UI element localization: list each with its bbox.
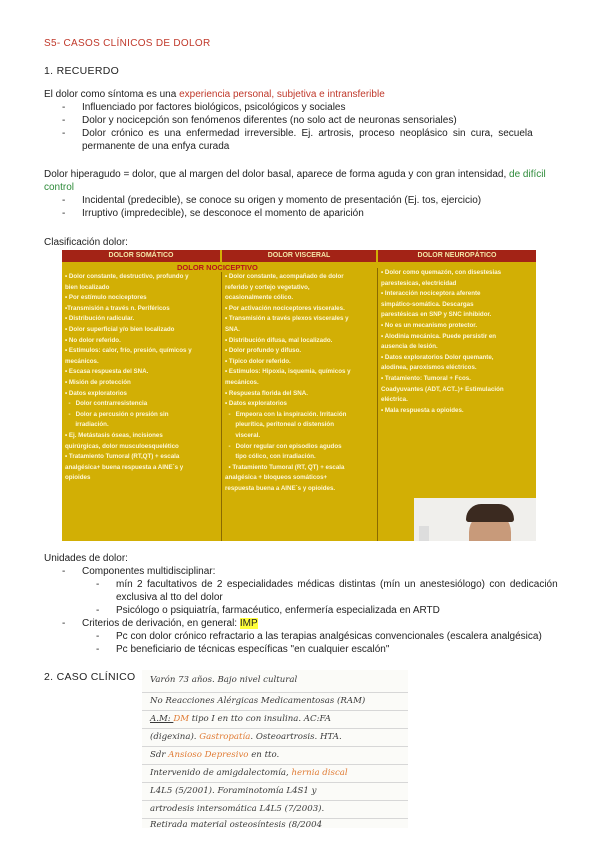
header-somatico: DOLOR SOMÁTICO	[62, 250, 220, 262]
document-title: S5- CASOS CLÍNICOS DE DOLOR	[44, 38, 211, 49]
bullet-item: - Influenciado por factores biológicos, psicológicos y sociales	[62, 102, 346, 113]
hiperagudo-highlight: de difícil	[509, 169, 546, 180]
header-neuropatico: DOLOR NEUROPÁTICO	[377, 250, 536, 262]
bullet-item: - Incidental (predecible), se conoce su origen y momento de presentación (Ej. tos, ejercicio)	[62, 195, 482, 206]
intro-paragraph	[44, 88, 385, 101]
handwritten-case-image	[142, 670, 408, 828]
bullet-item-continuation: permanente de una enfya curada	[82, 141, 230, 152]
bullet-item: - Irruptivo (impredecible), se desconoce el momento de aparición	[62, 208, 364, 219]
section-heading-caso: 2. CASO CLÍNICO	[44, 671, 136, 683]
presenter-hair	[466, 504, 514, 522]
webcam-overlay	[414, 498, 536, 541]
sub-bullet-continuation: exclusiva al tto del dolor	[116, 592, 223, 603]
case-line: Retirada material osteosíntesis (8/2004	[150, 820, 323, 828]
case-line: A.M: DM tipo I en tto con insulina. AC:FA	[150, 714, 331, 724]
column-visceral: • Dolor constante, acompañado de dolor referido y cortejo vegetativo, ocasionalmente cólico. • Por activación nociceptores viscerales. • Transmisión a través plexos viscerales y SNA. • Distribución difusa, mal localizado. • Dolor profundo y difuso. • Típico dolor referido. • Estímulos: Hipoxia, isquemia, químicos y mecánicos. • Respuesta florida del SNA. • Datos exploratorios - Empeora con la inspiración. Irritación pleurítica, peritoneal o distensión visceral. - Dolor regular con episodios agudos tipo cólico, con irradiación. • Tratamiento Tumoral (RT, QT) + escala analgésica + bloqueos somáticos+ respuesta buena a AINE´s y opioides.	[221, 272, 376, 541]
hiperagudo-highlight-continued: control	[44, 182, 75, 193]
case-line: (digexina). Gastropatía. Osteoartrosis. HTA.	[150, 732, 342, 742]
case-line: Varón 73 años. Bajo nivel cultural	[150, 675, 298, 685]
imp-highlight: IMP	[239, 618, 258, 629]
sub-bullet-item: - Pc con dolor crónico refractario a las terapias analgésicas convencionales (escalera analgésica)	[96, 631, 542, 642]
intro-text: El dolor como síntoma es una	[44, 89, 180, 100]
sub-bullet-item: - mín 2 facultativos de 2 especialidades médicas distintas (mín un anestesiólogo) con dedicación	[96, 579, 558, 590]
case-line: artrodesis intersomática L4L5 (7/2003).	[150, 804, 325, 814]
section-heading-recuerdo: 1. RECUERDO	[44, 65, 120, 77]
clasificacion-label: Clasificación dolor:	[44, 237, 128, 248]
nociceptivo-overlay: DOLOR NOCICEPTIVO	[177, 263, 258, 272]
bullet-item: - Dolor y nocicepción son fenómenos diferentes (no solo act de neuronas sensoriales)	[62, 115, 457, 126]
case-line: Intervenido de amigdalectomía, hernia discal	[150, 768, 348, 778]
bullet-item: - Criterios de derivación, en general: IMP	[62, 618, 258, 629]
hiperagudo-paragraph	[44, 168, 564, 181]
header-visceral: DOLOR VISCERAL	[221, 250, 376, 262]
unidades-label: Unidades de dolor:	[44, 553, 128, 564]
case-line: Sdr Ansioso Depresivo en tto.	[150, 750, 280, 760]
column-somatico: • Dolor constante, destructivo, profundo y bien localizado • Por estímulo nociceptores •Transmisión a través n. Periféricos • Distribución radicular. • Dolor superficial y/o bien localizado • No dolor referido. • Estímulos: calor, frío, presión, químicos y mecánicos. • Escasa respuesta del SNA. • Misión de protección • Datos exploratorios - Dolor contrarresistencia - Dolor a percusión o presión sin irradiación. • Ej. Metástasis óseas, incisiones quirúrgicas, dolor musculoesquelético • Tratamiento Tumoral (RT,QT) + escala analgésica+ buena respuesta a AINE´s y opioides	[65, 273, 192, 482]
intro-highlight: experiencia personal, subjetiva e intransferible	[179, 89, 385, 100]
case-line: L4L5 (5/2001). Foraminotomía L4S1 y	[150, 786, 317, 796]
hiperagudo-text: Dolor hiperagudo = dolor, que al margen del dolor basal, aparece de forma aguda y con gran intensidad,	[44, 169, 510, 180]
bullet-item: - Dolor crónico es una enfermedad irreversible. Ej. artrosis, proceso neoplásico sin cura, secuela	[62, 128, 533, 139]
classification-table-image	[62, 250, 536, 541]
column-neuropatico: • Dolor como quemazón, con disestesias parestesicas, electricidad • Interacción nociceptora aferente simpático-somática. Descargas parestésicas en SNP y SNC inhibidor. • No es un mecanismo protector. • Alodinia mecánica. Puede persistir en ausencia de lesión. • Datos exploratorios Dolor quemante, alodinea, paroxismos eléctricos. • Tratamiento: Tumoral + Fcos. Coadyuvantes (ADT, ACT..)+ Estimulación eléctrica. • Mala respuesta a opioides.	[377, 268, 536, 541]
case-line: No Reacciones Alérgicas Medicamentosas (RAM)	[150, 696, 366, 706]
sub-bullet-item: - Pc beneficiario de técnicas específicas "en cualquier escalón"	[96, 644, 390, 655]
sub-bullet-item: - Psicólogo o psiquiatría, farmacéutico, enfermería especializada en ARTD	[96, 605, 440, 616]
background-object	[419, 526, 429, 541]
bullet-item: - Componentes multidisciplinar:	[62, 566, 216, 577]
